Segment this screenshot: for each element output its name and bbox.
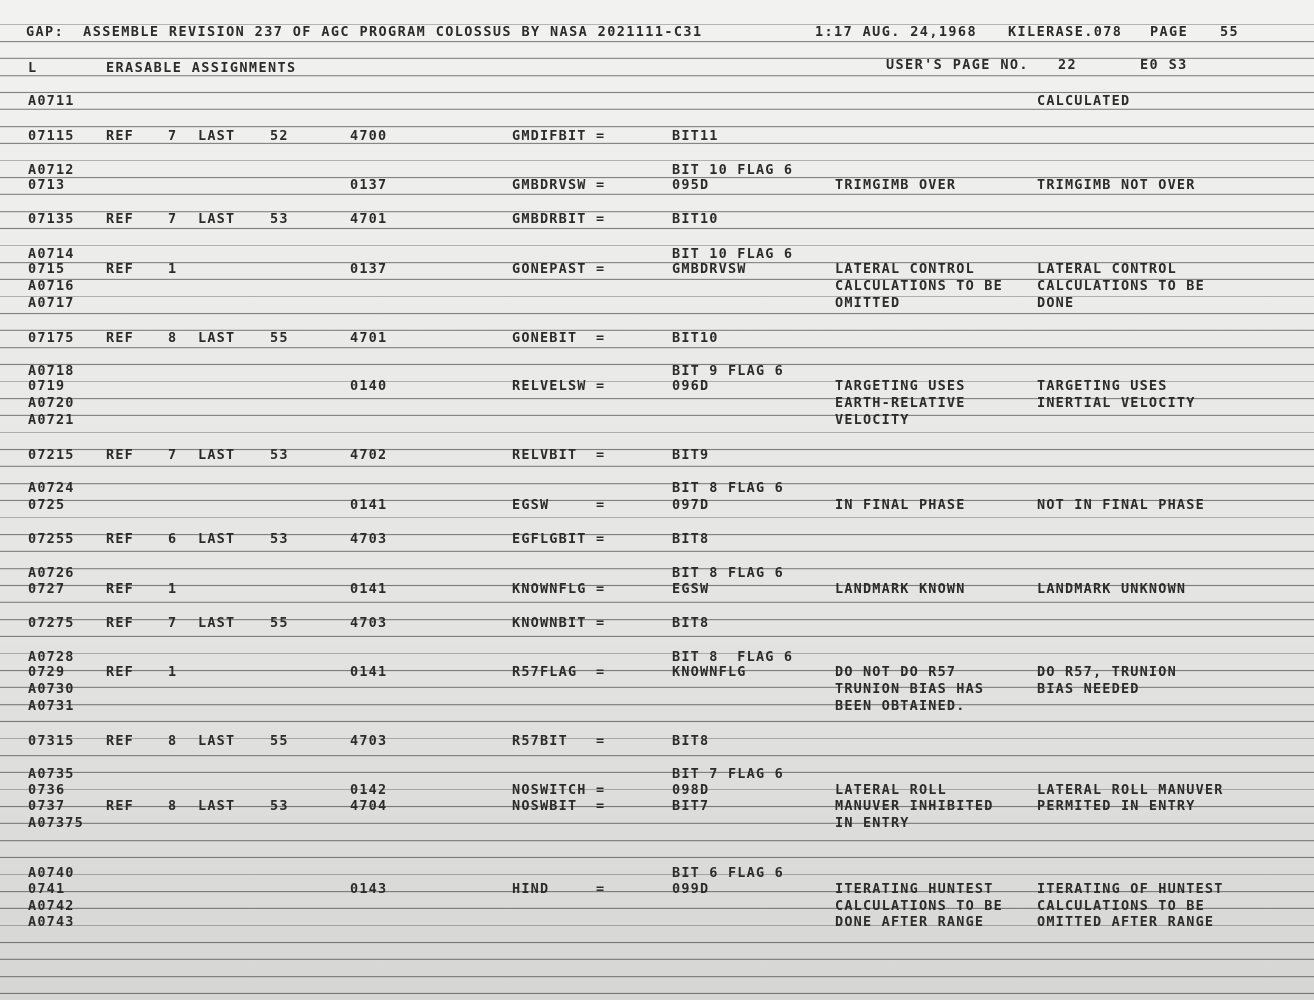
header-title: GAP: ASSEMBLE REVISION 237 OF AGC PROGRAM COLOSSUS BY NASA 2021111-C31 — [26, 24, 703, 40]
entry-last-label: LAST — [198, 211, 236, 227]
entry-ref-label: REF — [106, 128, 134, 144]
entry-comment-set: CALCULATIONS TO BE — [835, 898, 1003, 914]
entry-comment-set: ITERATING HUNTEST — [835, 881, 994, 897]
entry-address: A0721 — [28, 412, 75, 428]
entry-address: 0715 — [28, 261, 66, 277]
entry-last-value: 53 — [270, 447, 289, 463]
entry-value: BIT9 — [672, 447, 710, 463]
entry-value: 098D — [672, 782, 710, 798]
entry-last-value: 55 — [270, 733, 289, 749]
entry-ref-count: 7 — [168, 615, 178, 631]
entry-comment-reset: ITERATING OF HUNTEST — [1037, 881, 1224, 897]
entry-comment-reset: PERMITED IN ENTRY — [1037, 798, 1196, 814]
entry-comment-set: MANUVER INHIBITED — [835, 798, 994, 814]
entry-comment-set: TRIMGIMB OVER — [835, 177, 957, 193]
entry-comment-reset: LATERAL ROLL MANUVER — [1037, 782, 1224, 798]
entry-location: 0137 — [350, 261, 388, 277]
entry-address: A0717 — [28, 295, 75, 311]
entry-value: BIT 8 FLAG 6 — [672, 480, 784, 496]
entry-address: A0743 — [28, 914, 75, 930]
entry-ref-label: REF — [106, 733, 134, 749]
entry-comment-set: TARGETING USES — [835, 378, 966, 394]
entry-value: BIT8 — [672, 615, 710, 631]
entry-comment-set: IN ENTRY — [835, 815, 910, 831]
entry-value: BIT11 — [672, 128, 719, 144]
entry-ref-count: 1 — [168, 581, 178, 597]
entry-last-value: 55 — [270, 330, 289, 346]
entry-ref-label: REF — [106, 581, 134, 597]
entry-value: BIT 6 FLAG 6 — [672, 865, 784, 881]
entry-ref-label: REF — [106, 531, 134, 547]
entry-address: 0727 — [28, 581, 66, 597]
entry-location: 4702 — [350, 447, 388, 463]
entry-last-label: LAST — [198, 447, 236, 463]
entry-location: 4703 — [350, 531, 388, 547]
entry-ref-count: 1 — [168, 261, 178, 277]
header-page-number: 55 — [1220, 24, 1240, 40]
entry-address: A0730 — [28, 681, 75, 697]
entry-ref-label: REF — [106, 615, 134, 631]
entry-comment-reset: LANDMARK UNKNOWN — [1037, 581, 1187, 597]
entry-ref-count: 1 — [168, 664, 178, 680]
entry-ref-count: 8 — [168, 733, 178, 749]
entry-last-label: LAST — [198, 733, 236, 749]
entry-ref-count: 7 — [168, 211, 178, 227]
entry-comment-reset: LATERAL CONTROL — [1037, 261, 1177, 277]
entry-comment-reset: DONE — [1037, 295, 1075, 311]
entry-ref-label: REF — [106, 664, 134, 680]
entry-address: 07115 — [28, 128, 75, 144]
entry-address: A0742 — [28, 898, 75, 914]
entry-comment-reset: OMITTED AFTER RANGE — [1037, 914, 1215, 930]
entry-location: 4701 — [350, 330, 388, 346]
entry-address: A0726 — [28, 565, 75, 581]
entry-value: EGSW — [672, 581, 710, 597]
entry-address: A0711 — [28, 93, 75, 109]
entry-ref-label: REF — [106, 261, 134, 277]
header-timestamp: 1:17 AUG. 24,1968 — [815, 24, 977, 40]
entry-comment-reset: NOT IN FINAL PHASE — [1037, 497, 1205, 513]
entry-value: BIT 9 FLAG 6 — [672, 363, 784, 379]
entry-symbol: R57FLAG = — [512, 664, 606, 680]
entry-value: BIT10 — [672, 330, 719, 346]
entry-ref-label: REF — [106, 211, 134, 227]
entry-last-label: LAST — [198, 128, 236, 144]
entry-symbol: GONEPAST = — [512, 261, 606, 277]
entry-ref-label: REF — [106, 798, 134, 814]
entry-ref-label: REF — [106, 447, 134, 463]
entry-address: 07215 — [28, 447, 75, 463]
entry-comment-set: TRUNION BIAS HAS — [835, 681, 985, 697]
entry-address: 07275 — [28, 615, 75, 631]
entry-comment-set: VELOCITY — [835, 412, 910, 428]
entry-address: A07375 — [28, 815, 84, 831]
section-code: E0 S3 — [1140, 57, 1188, 73]
user-page-number: 22 — [1058, 57, 1078, 73]
entry-location: 4703 — [350, 733, 388, 749]
entry-comment-reset: INERTIAL VELOCITY — [1037, 395, 1196, 411]
entry-ref-count: 7 — [168, 447, 178, 463]
entry-location: 0140 — [350, 378, 388, 394]
entry-address: 0729 — [28, 664, 66, 680]
entry-symbol: GMDIFBIT = — [512, 128, 606, 144]
entry-address: A0740 — [28, 865, 75, 881]
entry-comment-set: LANDMARK KNOWN — [835, 581, 966, 597]
entry-ref-count: 8 — [168, 330, 178, 346]
entry-location: 0143 — [350, 881, 388, 897]
entry-location: 4700 — [350, 128, 388, 144]
entry-ref-count: 6 — [168, 531, 178, 547]
header-page-label: PAGE — [1150, 24, 1189, 40]
entry-value: BIT 10 FLAG 6 — [672, 246, 794, 262]
entry-symbol: RELVBIT = — [512, 447, 606, 463]
entry-address: 07315 — [28, 733, 75, 749]
entry-ref-label: REF — [106, 330, 134, 346]
entry-last-label: LAST — [198, 330, 236, 346]
entry-comment-set: IN FINAL PHASE — [835, 497, 966, 513]
entry-comment-reset: TRIMGIMB NOT OVER — [1037, 177, 1196, 193]
entry-symbol: EGSW = — [512, 497, 606, 513]
entry-location: 4701 — [350, 211, 388, 227]
entry-address: 07255 — [28, 531, 75, 547]
entry-address: 0741 — [28, 881, 66, 897]
entry-comment-reset: CALCULATIONS TO BE — [1037, 278, 1205, 294]
entry-value: BIT 8 FLAG 6 — [672, 649, 794, 665]
entry-location: 0141 — [350, 497, 388, 513]
entry-comment-set: BEEN OBTAINED. — [835, 698, 966, 714]
entry-address: 07175 — [28, 330, 75, 346]
entry-comment-set: DONE AFTER RANGE — [835, 914, 985, 930]
entry-address: 0736 — [28, 782, 66, 798]
entry-symbol: GMBDRVSW = — [512, 177, 606, 193]
entry-location: 0141 — [350, 664, 388, 680]
entry-location: 0141 — [350, 581, 388, 597]
entry-value: KNOWNFLG — [672, 664, 747, 680]
header-user: KILERASE.078 — [1008, 24, 1123, 40]
entry-symbol: KNOWNFLG = — [512, 581, 606, 597]
entry-last-label: LAST — [198, 531, 236, 547]
entry-value: 097D — [672, 497, 710, 513]
entry-symbol: NOSWBIT = — [512, 798, 606, 814]
entry-location: 4703 — [350, 615, 388, 631]
entry-address: 0725 — [28, 497, 66, 513]
entry-address: 0713 — [28, 177, 66, 193]
entry-comment-reset: CALCULATED — [1037, 93, 1131, 109]
entry-last-value: 55 — [270, 615, 289, 631]
entry-location: 0142 — [350, 782, 388, 798]
entry-last-value: 52 — [270, 128, 289, 144]
entry-comment-reset: DO R57, TRUNION — [1037, 664, 1177, 680]
entry-comment-reset: TARGETING USES — [1037, 378, 1168, 394]
entry-symbol: GONEBIT = — [512, 330, 606, 346]
user-page-label: USER'S PAGE NO. — [886, 57, 1029, 73]
entry-symbol: RELVELSW = — [512, 378, 606, 394]
entry-symbol: HIND = — [512, 881, 606, 897]
section-title: ERASABLE ASSIGNMENTS — [106, 60, 297, 76]
entry-location: 0137 — [350, 177, 388, 193]
subheader-col: L — [28, 60, 38, 76]
entry-value: BIT10 — [672, 211, 719, 227]
entry-symbol: GMBDRBIT = — [512, 211, 606, 227]
entry-value: BIT7 — [672, 798, 710, 814]
entry-comment-set: EARTH-RELATIVE — [835, 395, 966, 411]
entry-comment-set: LATERAL CONTROL — [835, 261, 975, 277]
entry-value: 095D — [672, 177, 710, 193]
entry-last-label: LAST — [198, 615, 236, 631]
entry-last-value: 53 — [270, 531, 289, 547]
entry-address: A0712 — [28, 162, 75, 178]
entry-value: BIT 10 FLAG 6 — [672, 162, 794, 178]
entry-comment-set: OMITTED — [835, 295, 901, 311]
entry-last-value: 53 — [270, 798, 289, 814]
entry-value: GMBDRVSW — [672, 261, 747, 277]
entry-address: 07135 — [28, 211, 75, 227]
entry-value: BIT 7 FLAG 6 — [672, 766, 784, 782]
entry-value: BIT 8 FLAG 6 — [672, 565, 784, 581]
entry-location: 4704 — [350, 798, 388, 814]
entry-comment-set: LATERAL ROLL — [835, 782, 947, 798]
entry-comment-set: DO NOT DO R57 — [835, 664, 957, 680]
entry-value: 096D — [672, 378, 710, 394]
entry-comment-reset: CALCULATIONS TO BE — [1037, 898, 1205, 914]
entry-address: A0735 — [28, 766, 75, 782]
entry-address: A0720 — [28, 395, 75, 411]
entry-symbol: NOSWITCH = — [512, 782, 606, 798]
entry-symbol: R57BIT = — [512, 733, 606, 749]
entry-comment-reset: BIAS NEEDED — [1037, 681, 1140, 697]
entry-address: 0719 — [28, 378, 66, 394]
entry-symbol: KNOWNBIT = — [512, 615, 606, 631]
entry-address: 0737 — [28, 798, 66, 814]
entry-ref-count: 7 — [168, 128, 178, 144]
entry-address: A0718 — [28, 363, 75, 379]
entry-address: A0716 — [28, 278, 75, 294]
entry-address: A0728 — [28, 649, 75, 665]
entry-address: A0724 — [28, 480, 75, 496]
entry-last-value: 53 — [270, 211, 289, 227]
entry-value: 099D — [672, 881, 710, 897]
entry-address: A0731 — [28, 698, 75, 714]
entry-address: A0714 — [28, 246, 75, 262]
entry-symbol: EGFLGBIT = — [512, 531, 606, 547]
entry-value: BIT8 — [672, 733, 710, 749]
entry-value: BIT8 — [672, 531, 710, 547]
entry-last-label: LAST — [198, 798, 236, 814]
entry-comment-set: CALCULATIONS TO BE — [835, 278, 1003, 294]
entry-ref-count: 8 — [168, 798, 178, 814]
